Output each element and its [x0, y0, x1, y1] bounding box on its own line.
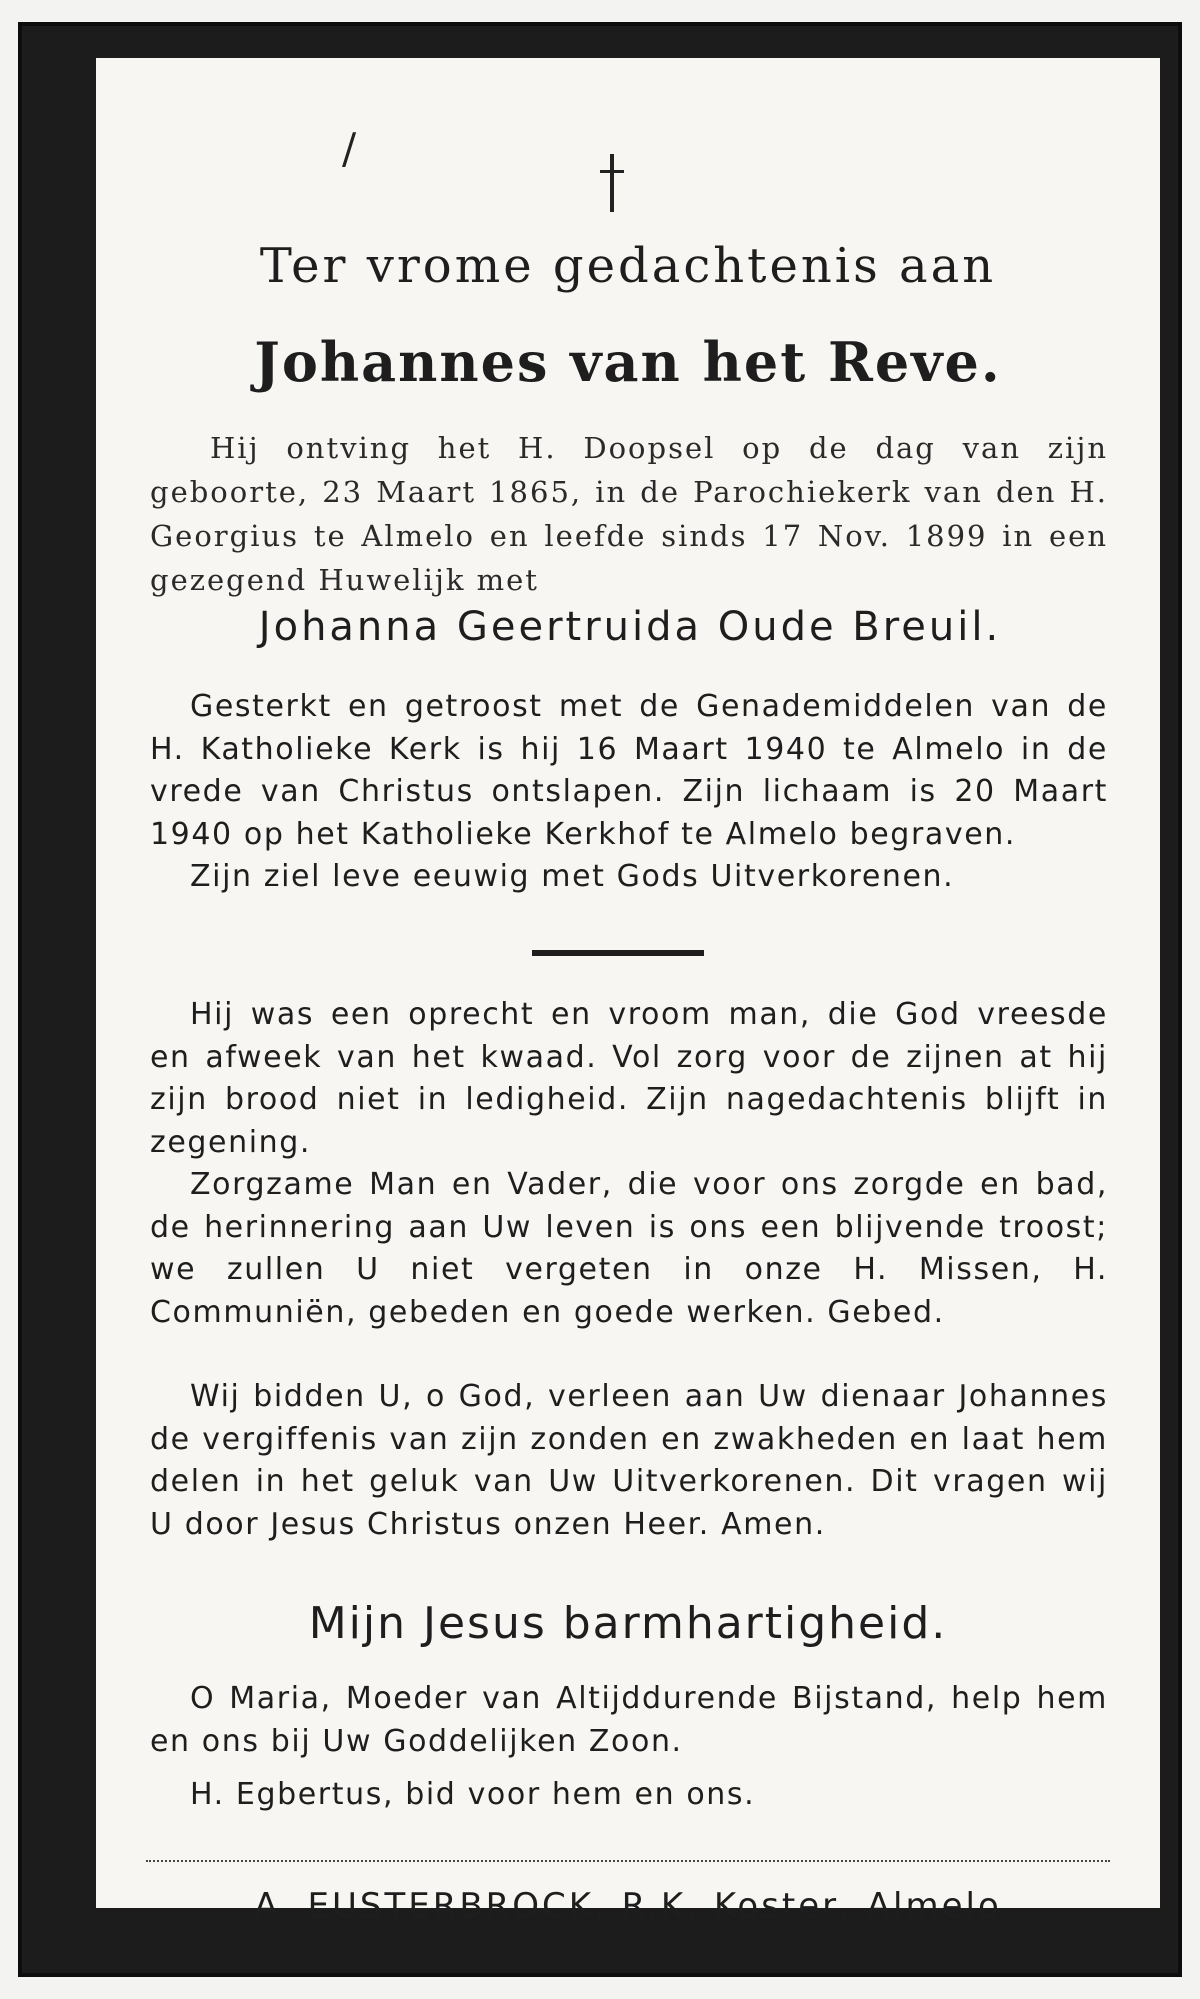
prayer-paragraph: Wij bidden U, o God, verleen aan Uw dienaar Johannes de vergiffenis van zijn zonden en zwakheden en laat hem delen in het geluk van Uw Uitverkorenen. Dit vragen wij U door Jesus Christus onzen Heer. Amen.	[150, 1379, 1108, 1542]
cross-icon	[600, 154, 624, 214]
printer-credit: A. EUSTERBROCK, R.K. Koster, Almelo	[254, 1886, 1002, 1926]
character-paragraph: Hij was een oprecht en vroom man, die God vreesde en afweek van het kwaad. Vol zorg voor de zijnen at hij zijn brood niet in ledigheid. Zijn nagedachtenis blijft in zegening.	[150, 997, 1108, 1160]
maria-paragraph: O Maria, Moeder van Altijddurende Bijstand, help hem en ons bij Uw Goddelijken Zoon.	[150, 1681, 1108, 1759]
spouse-name: Johanna Geertruida Oude Breuil.	[258, 604, 1002, 650]
memorial-heading: Ter vrome gedachtenis aan	[259, 238, 997, 294]
soul-text: Zijn ziel leve eeuwig met Gods Uitverkorenen.	[190, 859, 955, 894]
card-content	[96, 58, 1160, 1926]
ejaculation-line: Mijn Jesus barmhartigheid.	[308, 1598, 948, 1649]
pen-mark: /	[342, 124, 357, 173]
egbertus-line: H. Egbertus, bid voor hem en ons.	[190, 1777, 756, 1812]
death-text: Gesterkt en getroost met de Genademiddelen van de H. Katholieke Kerk is hij 16 Maart 1940 te Almelo in de vrede van Christus ontslapen. Zijn lichaam is 20 Maart 1940 op het Katholieke Kerkhof te Almelo begraven.	[150, 689, 1108, 852]
father-paragraph: Zorgzame Man en Vader, die voor ons zorgde en bad, de herinnering aan Uw leven is ons een blijvende troost; we zullen U niet vergeten in onze H. Missen, H. Communiën, gebeden en goede werken. Gebed.	[150, 1167, 1108, 1330]
memorial-card	[18, 22, 1182, 1977]
baptism-paragraph: Hij ontving het H. Doopsel op de dag van zijn geboorte, 23 Maart 1865, in de Parochiekerk van den H. Georgius te Almelo en leefde sinds 17 Nov. 1899 in een gezegend Huwelijk met	[150, 431, 1108, 597]
divider-rule	[532, 950, 704, 956]
card-inner-panel	[96, 58, 1160, 1926]
death-paragraph	[150, 686, 1108, 899]
dotted-divider	[146, 1860, 1110, 1862]
deceased-name: Johannes van het Reve.	[254, 330, 1002, 394]
